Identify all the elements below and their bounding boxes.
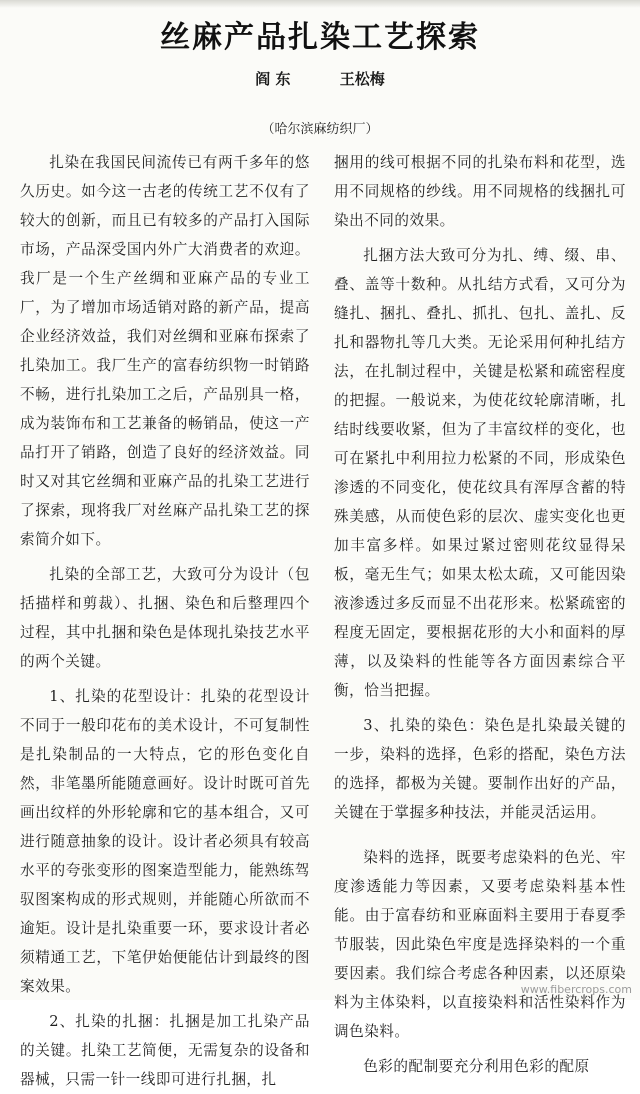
paragraph: 染料的选择，既要考虑染料的色光、牢度渗透能力等因素，又要考虑染料基本性能。由于富春纺和亚麻面料主要用于春夏季节服装，因此染色牢度是选择染料的一个重要因素。我们综合考虑各种因素，以还原染料为主体染料，以直接染料和活性染料作为调色染料。 [334, 849, 626, 1040]
paragraph: 扎染在我国民间流传已有两千多年的悠久历史。如今这一古老的传统工艺不仅有了较大的创新，而且已有较多的产品打入国际市场，产品深受国内外广大消费者的欢迎。我厂是一个生产丝绸和亚麻产品的专业工厂，为了增加市场适销对路的新产品，提高企业经济效益，我们对丝绸和亚麻布探索了扎染加工。我厂生产的富春纺织物一时销路不畅，进行扎染加工之后，产品别具一格，成为装饰布和工艺兼备的畅销品，使这一产品打开了销路，创造了良好的经济效益。同时又对其它丝绸和亚麻产品的扎染工艺进行了探索，现将我厂对丝麻产品扎染工艺的探索简介如下。 [20, 154, 310, 548]
paragraph: 捆用的线可根据不同的扎染布料和花型，选用不同规格的纱线。用不同规格的线捆扎可染出不同的效果。 [334, 154, 626, 229]
paragraph: 1、扎染的花型设计：扎染的花型设计不同于一般印花布的美术设计，不可复制性是扎染制品的一大特点，它的形色变化自然，非笔墨所能随意画好。设计时既可首先画出纹样的外形轮廓和它的基本组合，又可进行随意抽象的设计。设计者必须具有较高水平的夸张变形的图案造型能力，能熟练驾驭图案构成的形式规则，并能随心所欲而不逾矩。设计是扎染重要一环，要求设计者必须精通工艺，下笔伊始便能估计到最终的图案效果。 [20, 688, 310, 995]
article-title: 丝麻产品扎染工艺探索 [160, 20, 480, 55]
right-column [334, 148, 626, 1075]
affiliation: （哈尔滨麻纺织厂） [261, 122, 379, 137]
left-column [20, 148, 310, 1088]
paragraph: 扎染的全部工艺，大致可分为设计（包括描样和剪裁）、扎捆、染色和后整理四个过程，其中扎捆和染色是体现扎染技艺水平的两个关键。 [20, 566, 310, 670]
author-name: 王松梅 [339, 70, 385, 88]
watermark: www.fibercrops.com [520, 983, 632, 996]
scan-edge [0, 0, 640, 8]
author-name: 阎 东 [255, 70, 291, 88]
authors-line [0, 68, 640, 89]
paragraph: 2、扎染的扎捆：扎捆是加工扎染产品的关键。扎染工艺简便，无需复杂的设备和器械，只需一针一线即可进行扎捆，扎 [20, 1013, 310, 1088]
paragraph: 扎捆方法大致可分为扎、缚、缀、串、叠、盖等十数种。从扎结方式看，又可分为缝扎、捆扎、叠扎、抓扎、包扎、盖扎、反扎和器物扎等几大类。无论采用何种扎结方法，在扎制过程中，关键是松紧和疏密程度的把握。一般说来，为使花纹轮廓清晰，扎结时线要收紧，但为了丰富纹样的变化，也可在紧扎中利用拉力松紧的不同，形成染色渗透的不同变化，使花纹具有浑厚含蓄的特殊美感，从而使色彩的层次、虚实变化也更加丰富多样。如果过紧过密则花纹显得呆板，毫无生气；如果太松太疏，又可能因染液渗透过多反而显不出花形来。松紧疏密的程度无固定，要根据花形的大小和面料的厚薄，以及染料的性能等各方面因素综合平衡，恰当把握。 [334, 247, 626, 699]
paragraph: 3、扎染的染色：染色是扎染最关键的一步，染料的选择，色彩的搭配，染色方法的选择，都极为关键。要制作出好的产品，关键在于掌握多种技法，并能灵活运用。 [334, 717, 626, 821]
paragraph: 色彩的配制要充分利用色彩的配原 [363, 1058, 590, 1075]
